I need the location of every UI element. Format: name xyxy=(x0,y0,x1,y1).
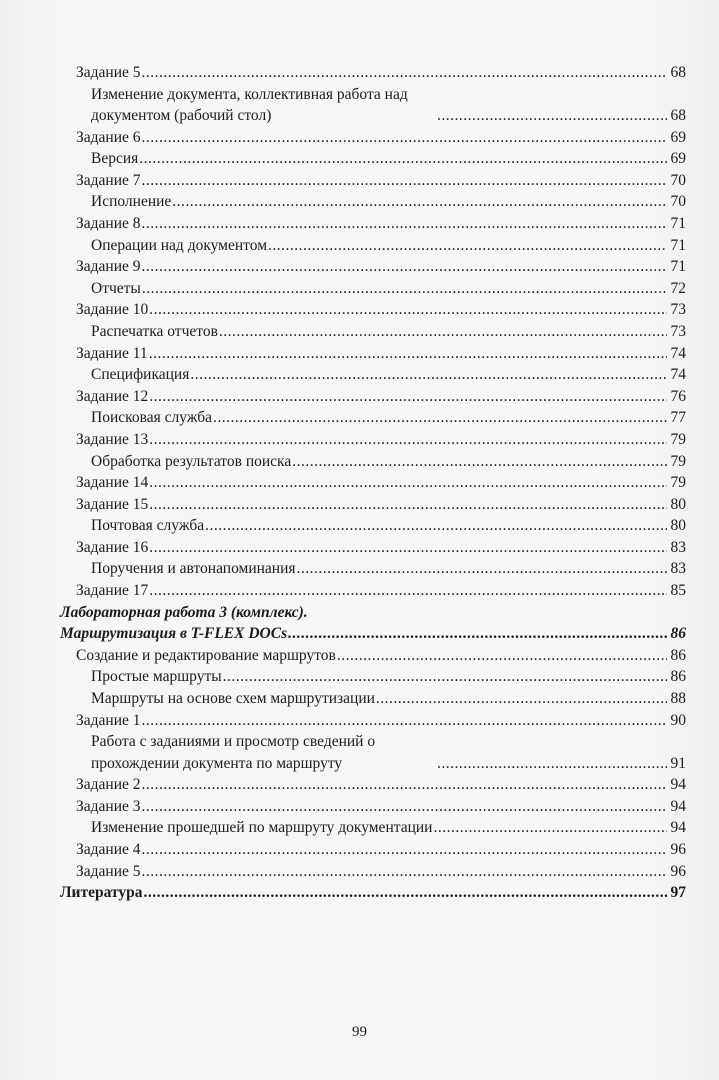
toc-page-number: 86 xyxy=(670,668,686,686)
toc-page-number: 88 xyxy=(670,690,686,708)
dot-leader xyxy=(297,558,667,580)
dot-leader xyxy=(142,796,667,818)
toc-entry xyxy=(60,235,686,257)
toc-page-number: 74 xyxy=(670,366,686,384)
dot-leader xyxy=(172,191,667,213)
dot-leader xyxy=(190,364,667,386)
toc-page-number: 69 xyxy=(670,128,686,146)
toc-page-number: 85 xyxy=(670,582,686,600)
toc-entry-title: Литература xyxy=(60,884,143,902)
toc-page-number: 83 xyxy=(670,560,686,578)
page-number: 99 xyxy=(352,1024,367,1040)
toc-entry xyxy=(60,170,686,192)
toc-entry xyxy=(60,537,686,559)
toc-entry xyxy=(60,731,686,774)
toc-entry-title: Задание 9 xyxy=(76,258,141,276)
dot-leader xyxy=(223,666,667,688)
toc-entry xyxy=(60,364,686,386)
toc-entry-title: Поручения и автонапоминания xyxy=(91,560,296,578)
toc-entry-title: Задание 14 xyxy=(76,474,149,492)
toc-entry xyxy=(60,839,686,861)
toc-entry xyxy=(60,278,686,300)
toc-entry-title: Задание 1 xyxy=(76,711,141,729)
toc-entry-title: Лабораторная работа 3 (комплекс). xyxy=(60,603,308,621)
toc-entry xyxy=(60,710,686,732)
toc-page-number: 94 xyxy=(670,776,686,794)
dot-leader xyxy=(142,256,667,278)
dot-leader xyxy=(292,451,667,473)
toc-page-number: 77 xyxy=(670,409,686,427)
toc-entry-title: Задание 13 xyxy=(76,430,149,448)
toc-page-number: 71 xyxy=(670,258,686,276)
toc-entry-title: Работа с заданиями и просмотр сведений о прохождении документа по маршруту xyxy=(91,733,376,772)
toc-page-number: 71 xyxy=(670,214,686,232)
toc-entry xyxy=(60,299,686,321)
toc-page-number: 83 xyxy=(670,538,686,556)
dot-leader xyxy=(205,515,667,537)
toc-entry xyxy=(60,213,686,235)
toc-entry xyxy=(60,386,686,408)
toc-entry-title: Задание 11 xyxy=(76,344,148,362)
toc-entry xyxy=(60,623,686,645)
dot-leader xyxy=(143,882,667,904)
dot-leader xyxy=(268,235,667,257)
toc-entry-title: Почтовая служба xyxy=(91,517,205,535)
dot-leader xyxy=(219,321,667,343)
toc-page-number: 94 xyxy=(670,819,686,837)
toc-entry-title: Задание 7 xyxy=(76,171,141,189)
toc-entry xyxy=(60,774,686,796)
dot-leader xyxy=(149,472,667,494)
dot-leader xyxy=(142,170,667,192)
dot-leader xyxy=(142,774,667,796)
toc-entry-title: Задание 3 xyxy=(76,797,141,815)
toc-page-number: 74 xyxy=(670,344,686,362)
dot-leader xyxy=(433,817,667,839)
toc-entry xyxy=(60,148,686,170)
dot-leader xyxy=(437,753,667,775)
dot-leader xyxy=(437,105,667,127)
toc-entry-title: Создание и редактирование маршрутов xyxy=(76,646,336,664)
toc-page-number: 71 xyxy=(670,236,686,254)
table-of-contents xyxy=(60,62,686,904)
dot-leader xyxy=(149,537,667,559)
toc-page-number: 73 xyxy=(670,301,686,319)
dot-leader xyxy=(139,148,667,170)
toc-page-number: 70 xyxy=(670,193,686,211)
toc-entry xyxy=(60,558,686,580)
toc-page-number: 91 xyxy=(670,754,686,772)
toc-entry xyxy=(60,796,686,818)
toc-entry-title: Задание 12 xyxy=(76,387,149,405)
toc-page-number: 69 xyxy=(670,150,686,168)
dot-leader xyxy=(142,278,667,300)
toc-entry-title: Задание 16 xyxy=(76,538,149,556)
dot-leader xyxy=(376,688,667,710)
toc-entry xyxy=(60,451,686,473)
toc-page-number: 70 xyxy=(670,171,686,189)
toc-page-number: 80 xyxy=(670,517,686,535)
toc-entry-title: Отчеты xyxy=(91,279,141,297)
toc-page-number: 79 xyxy=(670,474,686,492)
toc-entry-title: Версия xyxy=(91,150,139,168)
toc-entry xyxy=(60,343,686,365)
dot-leader xyxy=(337,645,667,667)
toc-entry xyxy=(60,515,686,537)
toc-entry xyxy=(60,688,686,710)
toc-entry-title: Изменение прошедшей по маршруту документации xyxy=(91,819,433,837)
toc-entry xyxy=(60,817,686,839)
toc-entry xyxy=(60,580,686,602)
toc-entry-title: Задание 5 xyxy=(76,64,141,81)
dot-leader xyxy=(149,429,667,451)
toc-page-number: 68 xyxy=(670,64,686,81)
dot-leader xyxy=(149,494,667,516)
toc-page-number: 96 xyxy=(670,841,686,858)
toc-entry xyxy=(60,494,686,516)
toc-entry xyxy=(60,861,686,883)
toc-page-number: 72 xyxy=(670,279,686,297)
toc-entry-title: Простые маршруты xyxy=(91,668,222,686)
toc-entry-title: Задание 5 xyxy=(76,862,141,880)
toc-entry-title: Спецификация xyxy=(91,366,190,384)
toc-entry xyxy=(60,256,686,278)
dot-leader xyxy=(142,62,667,84)
toc-entry xyxy=(60,191,686,213)
dot-leader xyxy=(149,299,667,321)
toc-page-number: 73 xyxy=(670,322,686,340)
dot-leader xyxy=(149,386,667,408)
toc-page-number: 96 xyxy=(670,862,686,880)
toc-entry xyxy=(60,407,686,429)
toc-entry-title: Задание 15 xyxy=(76,495,149,513)
toc-entry-title: Задание 10 xyxy=(76,301,149,319)
toc-entry-title: Исполнение xyxy=(91,193,172,211)
toc-entry xyxy=(60,645,686,667)
toc-page-number: 79 xyxy=(670,430,686,448)
toc-entry xyxy=(60,84,686,127)
dot-leader xyxy=(149,580,667,602)
toc-entry xyxy=(60,882,686,904)
toc-page-number: 68 xyxy=(670,107,686,124)
toc-entry-title: Обработка результатов поиска xyxy=(91,452,292,470)
toc-entry-title: Задание 17 xyxy=(76,582,149,600)
toc-entry-title: Задание 2 xyxy=(76,776,141,794)
dot-leader xyxy=(142,127,667,149)
toc-entry-title: Изменение документа, коллективная работа над документом (рабочий стол) xyxy=(91,85,408,125)
toc-entry xyxy=(60,666,686,688)
toc-entry-title: Маршруты на основе схем маршрутизации xyxy=(91,690,375,708)
toc-entry xyxy=(60,472,686,494)
toc-page-number: 86 xyxy=(670,625,686,643)
toc-page-number: 97 xyxy=(670,884,686,902)
dot-leader xyxy=(149,343,667,365)
toc-entry-title: Поисковая служба xyxy=(91,409,213,427)
toc-page-number: 90 xyxy=(670,711,686,729)
dot-leader xyxy=(142,710,667,732)
toc-entry xyxy=(60,321,686,343)
toc-page-number: 94 xyxy=(670,797,686,815)
toc-entry-title: Задание 6 xyxy=(76,128,141,146)
toc-entry-title: Маршрутизация в T-FLEX DOCs xyxy=(60,625,288,643)
toc-entry xyxy=(60,429,686,451)
toc-entry xyxy=(60,62,686,84)
dot-leader xyxy=(142,213,667,235)
toc-entry xyxy=(60,127,686,149)
dot-leader xyxy=(142,861,667,883)
toc-entry xyxy=(60,602,686,624)
toc-entry-title: Задание 4 xyxy=(76,841,141,858)
toc-entry-title: Распечатка отчетов xyxy=(91,322,218,340)
toc-entry-title: Операции над документом xyxy=(91,236,268,254)
dot-leader xyxy=(142,839,667,861)
toc-page-number: 79 xyxy=(670,452,686,470)
toc-page-number: 76 xyxy=(670,387,686,405)
dot-leader xyxy=(213,407,667,429)
dot-leader xyxy=(288,623,667,645)
toc-page-number: 86 xyxy=(670,646,686,664)
toc-page-number: 80 xyxy=(670,495,686,513)
toc-entry-title: Задание 8 xyxy=(76,214,141,232)
